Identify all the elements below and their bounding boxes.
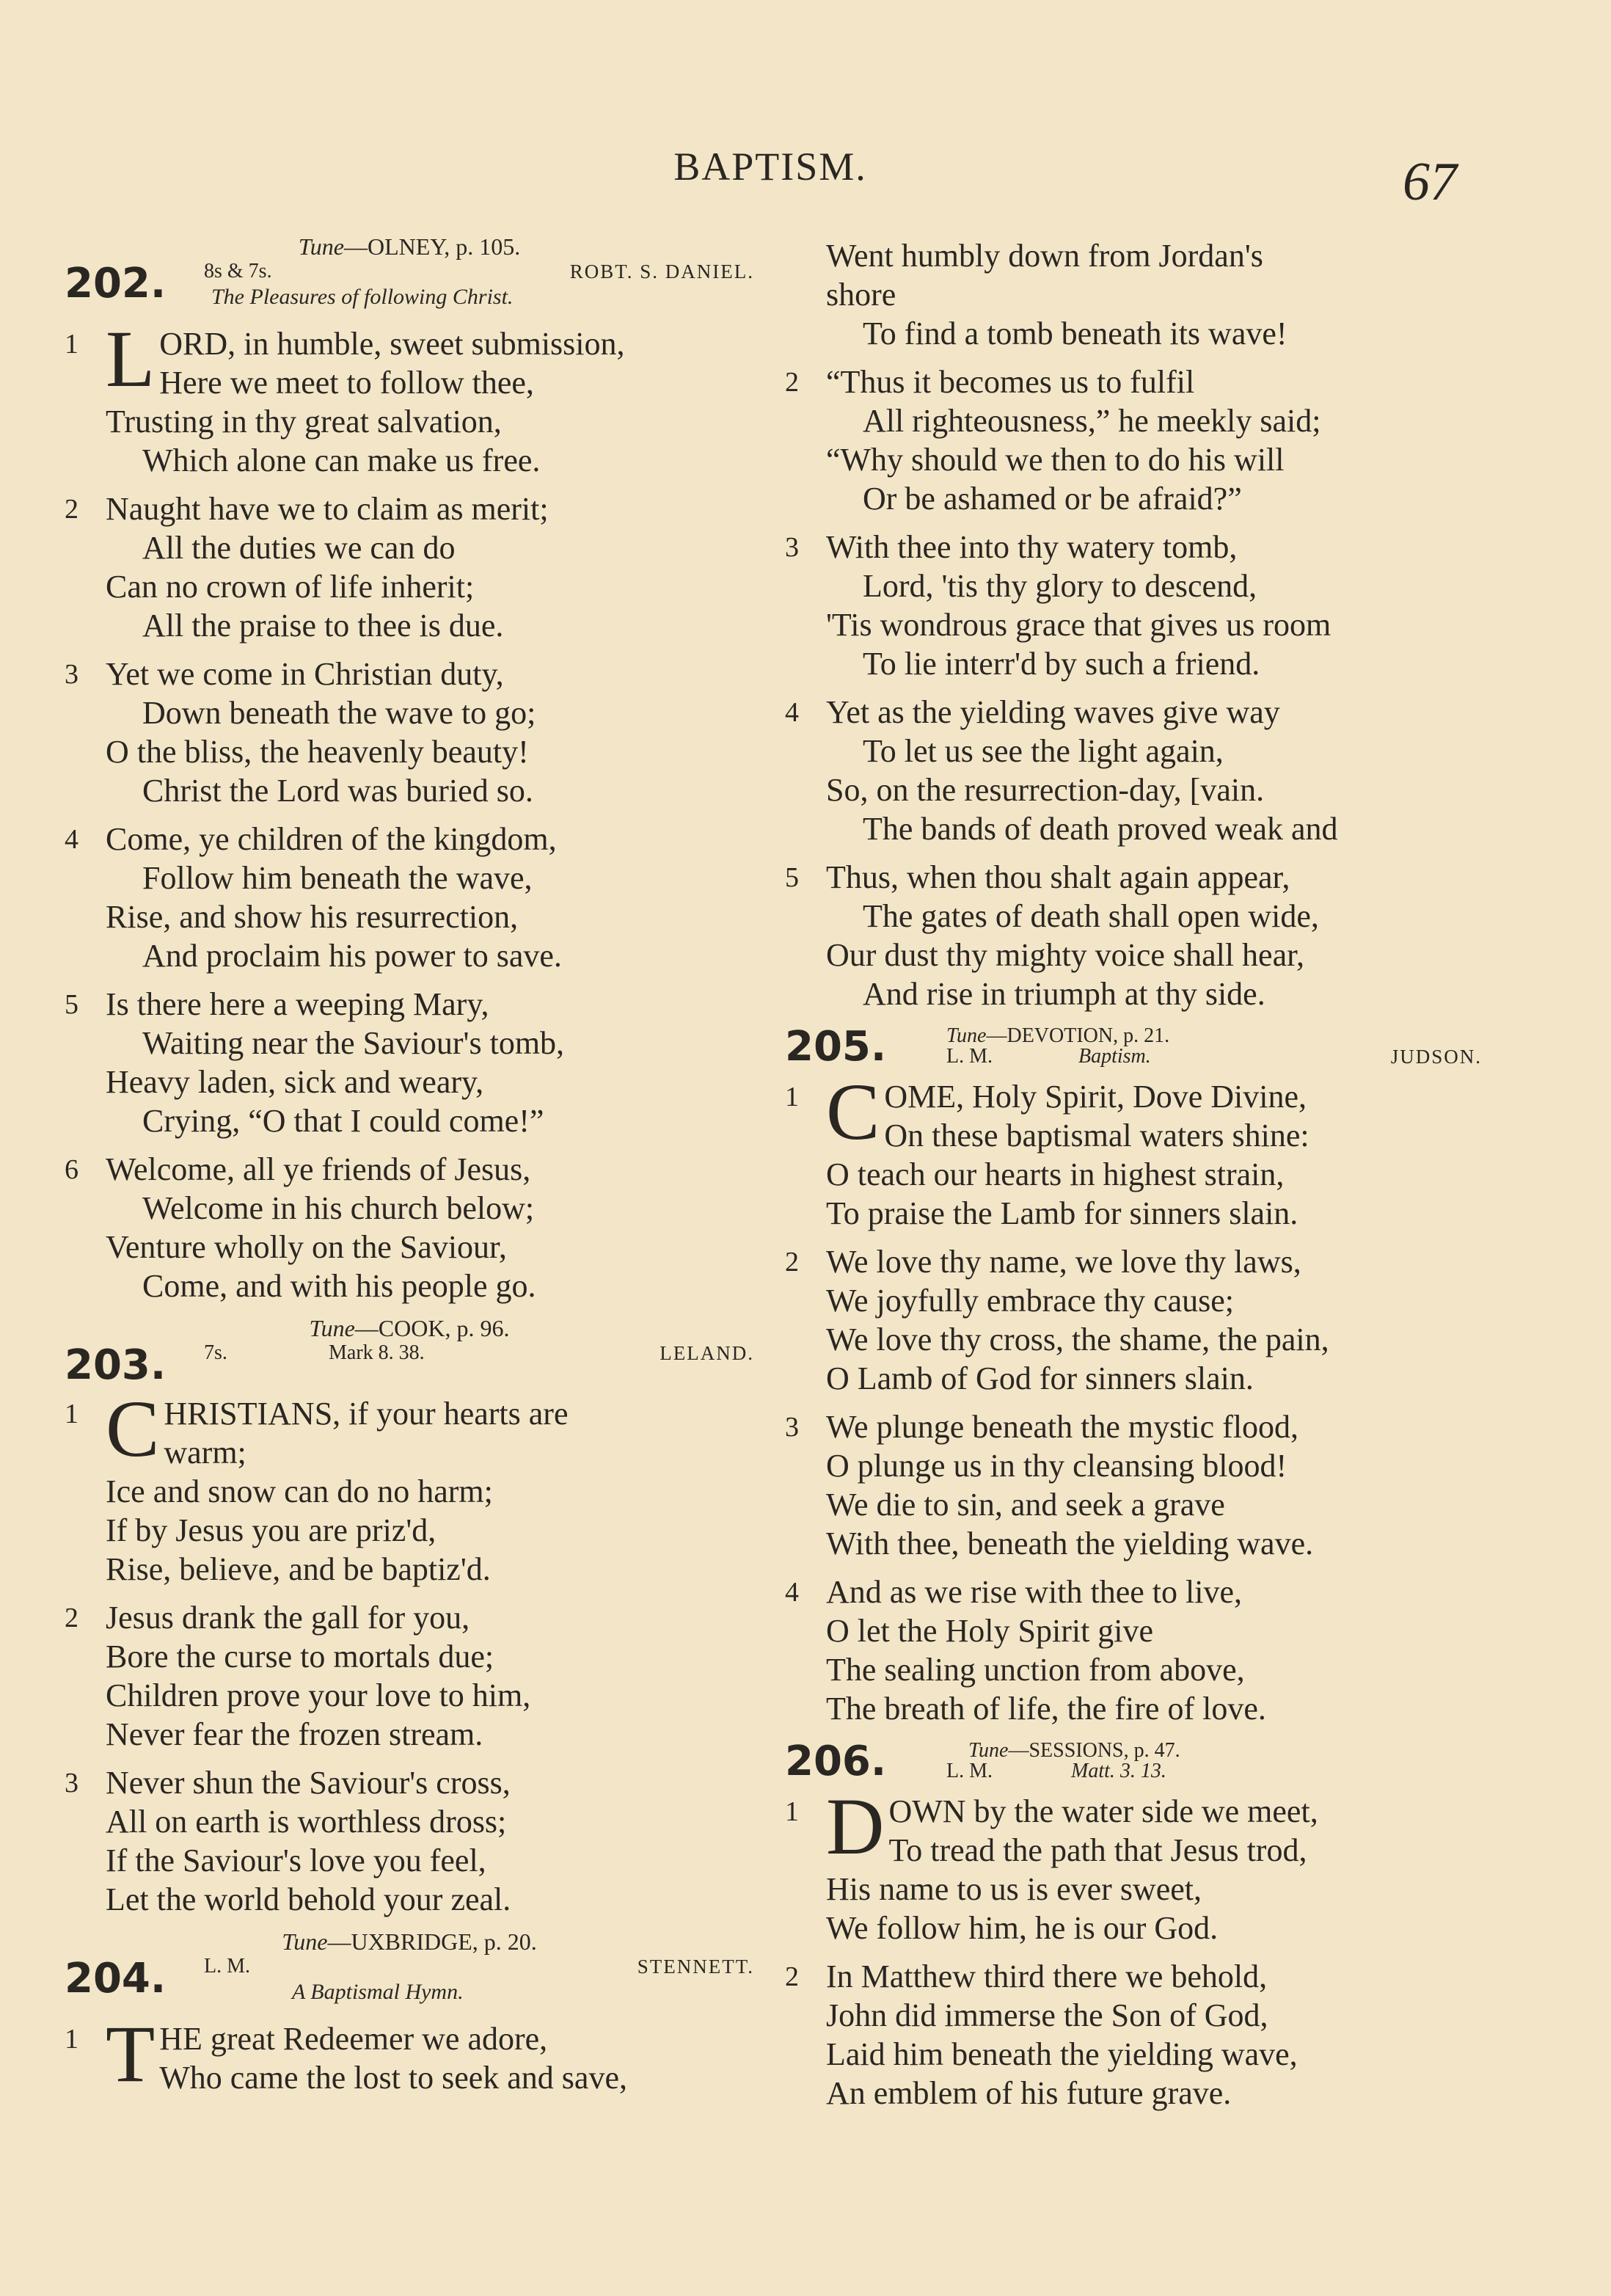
- hymn-number: 204.: [65, 1955, 167, 2002]
- stanza: 6 Welcome, all ye friends of Jesus, Welcome in his church below; Venture wholly on the Saviour, Come, and with his people go.: [65, 1151, 536, 1304]
- drop-cap: C: [826, 1067, 880, 1156]
- stanza: 1 L ORD, in humble, sweet submission, Here we meet to follow thee, Trusting in thy great salvation, Which alone can make us free.: [65, 314, 625, 478]
- stanza: 1 D OWN by the water side we meet, To tread the path that Jesus trod, His name to us is ever sweet, We follow him, he is our God.: [785, 1782, 1318, 1946]
- stanza: 2 In Matthew third there we behold, John did immerse the Son of God, Laid him beneath the yielding wave, An emblem of his future grave.: [785, 1958, 1298, 2111]
- hymn-subtitle: The Pleasures of following Christ.: [211, 285, 514, 309]
- tune-line: Tune—OLNEY, p. 105.: [298, 233, 521, 260]
- stanza: 3 With thee into thy watery tomb, Lord, 'tis thy glory to descend, 'Tis wondrous grace that gives us room To lie interr'd by such a friend.: [785, 529, 1331, 682]
- drop-cap: C: [106, 1384, 160, 1473]
- stanza: 4 Yet as the yielding waves give way To let us see the light again, So, on the resurrection-day, [vain. The bands of death proved weak and: [785, 694, 1338, 847]
- hymn-author: JUDSON.: [1390, 1046, 1482, 1068]
- stanza: 4 Come, ye children of the kingdom, Follow him beneath the wave, Rise, and show his resurrection, And proclaim his power to save.: [65, 821, 562, 974]
- hymn-number: 206.: [785, 1738, 887, 1785]
- hymn-205: [785, 1023, 1482, 1728]
- stanza: 5 Thus, when thou shalt again appear, The gates of death shall open wide, Our dust thy mighty voice shall hear, And rise in triumph at thy side.: [785, 859, 1319, 1012]
- hymn-number: 202.: [65, 260, 167, 307]
- stanza: 1 T HE great Redeemer we adore, Who came the lost to seek and save,: [65, 2009, 627, 2099]
- hymn-header: [785, 1023, 1482, 1071]
- hymn-subtitle: Baptism.: [1078, 1045, 1151, 1068]
- hymn-author: STENNETT.: [637, 1956, 754, 1978]
- hymn-meter: L. M.: [946, 1045, 993, 1068]
- scripture-ref: Matt. 3. 13.: [1071, 1760, 1166, 1782]
- hymn-meter: L. M.: [946, 1760, 993, 1782]
- tune-line: Tune—COOK, p. 96.: [309, 1315, 510, 1341]
- drop-cap: D: [826, 1782, 885, 1871]
- hymn-202: [65, 233, 754, 1305]
- left-column: [65, 233, 754, 2107]
- stanza: 4 And as we rise with thee to live, O let the Holy Spirit give The sealing unction from above, The breath of life, the fire of love.: [785, 1574, 1266, 1727]
- scripture-ref: Mark 8. 38.: [329, 1341, 425, 1364]
- hymn-meter: 8s & 7s.: [204, 260, 272, 283]
- stanza: 5 Is there here a weeping Mary, Waiting near the Saviour's tomb, Heavy laden, sick and weary, Crying, “O that I could come!”: [65, 986, 565, 1139]
- stanza: 3 We plunge beneath the mystic flood, O plunge us in thy cleansing blood! We die to sin, and seek a grave With thee, beneath the yielding wave.: [785, 1409, 1314, 1561]
- hymn-206: [785, 1738, 1482, 2113]
- hymn-204: [65, 1928, 754, 2097]
- page-number: 67: [1403, 152, 1457, 212]
- hymn-number: 203.: [65, 1341, 167, 1389]
- hymn-meter: L. M.: [204, 1955, 250, 1978]
- stanza: Went humbly down from Jordan's shore To find a tomb beneath its wave!: [826, 238, 1287, 351]
- page-title: BAPTISM.: [673, 145, 867, 189]
- tune-line: Tune—SESSIONS, p. 47.: [968, 1739, 1180, 1762]
- hymn-number: 205.: [785, 1023, 887, 1071]
- hymn-header: [785, 1738, 1482, 1783]
- stanza: 3 Never shun the Saviour's cross, All on earth is worthless dross; If the Saviour's love you feel, Let the world behold your zeal.: [65, 1765, 511, 1917]
- drop-cap: L: [106, 314, 156, 404]
- stanza: 2 Jesus drank the gall for you, Bore the curse to mortals due; Children prove your love to him, Never fear the frozen stream.: [65, 1600, 531, 1752]
- hymn-subtitle: A Baptismal Hymn.: [292, 1980, 464, 2004]
- hymn-author: ROBT. S. DANIEL.: [569, 260, 754, 283]
- drop-cap: T: [106, 2009, 156, 2099]
- stanza: 2 We love thy name, we love thy laws, We joyfully embrace thy cause; We love thy cross, the shame, the pain, O Lamb of God for sinners slain.: [785, 1244, 1329, 1396]
- stanza: 2 “Thus it becomes us to fulfil All righteousness,” he meekly said; “Why should we then to do his will Or be ashamed or be afraid?”: [785, 364, 1321, 517]
- stanza: 1 C OME, Holy Spirit, Dove Divine, On these baptismal waters shine: O teach our hearts in highest strain, To praise the Lamb for sinners slain.: [785, 1067, 1309, 1231]
- stanza: 2 Naught have we to claim as merit; All the duties we can do Can no crown of life inherit; All the praise to thee is due.: [65, 491, 549, 644]
- stanza: 1 C HRISTIANS, if your hearts are warm; Ice and snow can do no harm; If by Jesus you are priz'd, Rise, believe, and be baptiz'd.: [65, 1384, 569, 1587]
- stanza: 3 Yet we come in Christian duty, Down beneath the wave to go; O the bliss, the heavenly beauty! Christ the Lord was buried so.: [65, 656, 536, 809]
- right-column: [785, 236, 1482, 2122]
- tune-line: Tune—UXBRIDGE, p. 20.: [282, 1928, 537, 1955]
- hymn-204-continued: [785, 236, 1482, 1013]
- hymn-header: [65, 260, 754, 316]
- hymn-203: [65, 1315, 754, 1919]
- tune-line: Tune—DEVOTION, p. 21.: [946, 1024, 1170, 1047]
- hymn-meter: 7s.: [204, 1341, 227, 1364]
- hymn-header: [65, 1341, 754, 1389]
- hymn-header: [65, 1955, 754, 2011]
- hymn-author: LELAND.: [660, 1342, 754, 1364]
